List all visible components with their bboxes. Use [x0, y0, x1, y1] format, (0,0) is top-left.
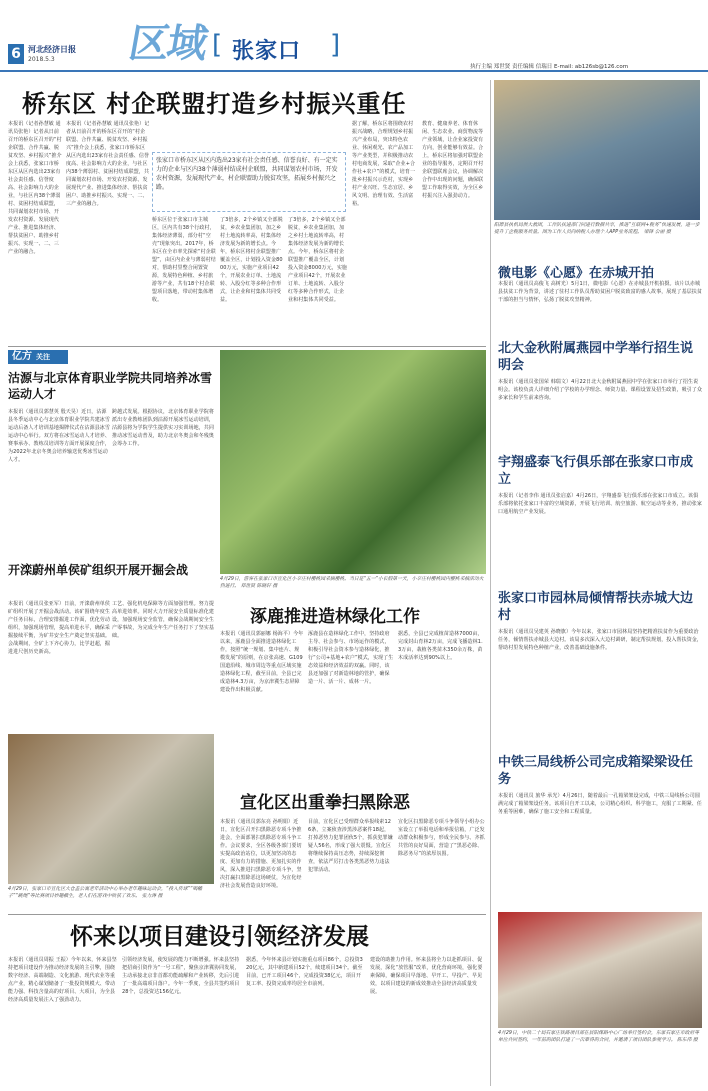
main-col-3: 了3倍多，2个乡镇又全部脱贫，乡农业集团加，加之乡村土地流转率高，村集体经济发展为新的增长点。今年，桥东区将村企联盟推广覆盖全区，计划投入资金8000万元，实施产业项目42个，开展农业订单、土地流转、入股分红等多种合作形式，让企业和村集体共同受益。 [220, 217, 283, 303]
article-body-6: 本报讯（通讯员高俊飞 高树光）5月1日，微电影《心愿》在赤城县开机拍摄。该片以赤城县扶贫工作为背景，讲述了驻村工作队员帮助贫困户脱贫致富的感人故事，展现了基层扶贫干部的担当与情怀，弘扬了脱贫攻坚精神。 [498, 281, 702, 303]
main-col-1b: 本报讯（记者孙慧敏 通讯员张艳）记者从日前召开的桥东区召开的“村企联盟、合作共赢、脱贫攻坚、乡村振兴”推介会上获悉，张家口市桥东区从区内选出23家有社会责任感、信誉度高、社会影响力大的企业，与社区内38个薄弱村、贫困村结成联盟，共同谋划农村市场、开发农村资源、发展现代产业、推进集体经济、帮扶贫困户、助推乡村振兴、实现一、二、三产业的融合。 [66, 121, 150, 207]
main-col-4: 据了解，桥东区将围绕农村振兴战略，合理规划乡村振兴产业布局，突出特色农业、休闲观光、农产品加工等产业类型，并积极推动农村电商发展，采取“企业+合作社+农户”的模式，培育一批乡村振兴示范村，实现乡村产业兴旺、生态宜居、乡风文明、治理有效、生活富裕。 [352, 121, 416, 207]
article-title-6: 微电影《心愿》在赤城开拍 [498, 266, 655, 281]
article-body-4b: 目前，宣化区已受理群众举报线索126条，立案侦查涉黑涉恶案件18起，打掉恶势力犯罪团伙5个，抓获犯罪嫌疑人56名，形成了强大震慑。宣化区将继续保持高压态势，持续深挖彻查，依法严厉打击各类黑恶势力违法犯罪活动。 [308, 819, 393, 873]
article-body-9: 本报讯（通讯员吴建英 孙晓旗）今年以来，张家口市园林局坚持把精准扶贫作为重要政治任务，倾情帮扶赤城县大边村。该局多次深入大边村调研，制定帮扶规划，投入帮扶资金，帮助村里发展特色种植产业，改善基础设施条件。 [498, 629, 702, 651]
main-col-2: 桥东区位于张家口市主城区，区内共有38个行政村，集体经济薄弱，部分村“空壳”现象突出。2017年，桥东区在全市率先探索“村企联盟”，由区内企业与薄弱村结对，帮助村里整合闲置资源，发展特色种植、乡村旅游等产业，共有18个村企联盟项目落地，带动村集体增收。 [152, 217, 216, 303]
article-body-1b: 跨越式发展。根据协议，北京体育职业学院将派出专业教练团队到沽源开展冰雪运动培训，沽源县将为学院学生提供实习实训场地，共同推动冰雪运动普及，助力北京冬奥会和冬残奥会筹办工作。 [112, 409, 214, 447]
page-number: 6 [8, 44, 24, 64]
article-body-1: 本报讯（通讯员郭慧英 殷天昊）近日，沽源县冬季运动中心与北京体育职业学院共建冰雪运动后备人才培训基地揭牌仪式在沽源县冰雪运动中心举行。双方将在冰雪运动人才培养、赛事承办、教练员培训等方面开展深度合作，为2022年北京冬奥会培养输送优秀冰雪运动人才。 [8, 409, 110, 463]
photo-caption-main: 4月29日，游客在张家口市宣化区小辛庄村樱桃园采摘樱桃。当日是“五一”小长假第一天，小辛庄村樱桃园内樱桃采摘活动火热进行。 郑世贤 陈晓轩 摄 [220, 577, 484, 589]
column-divider [490, 80, 491, 1086]
article-body-5: 本报讯（通讯员周振 王振）今年以来，怀来县坚持把项目建设作为推动经济发展的主引擎，围绕数字经济、高端制造、文化旅游、现代农业等重点产业，精心谋划储备了一批投资规模大、带动能力强、科技含量高的好项目、大项目，为全县经济高质量发展注入了强劲动力。 [8, 957, 117, 1003]
article-body-3b: 涿鹿县在造林绿化工作中，坚持政府主导、社会参与、市场运作的模式，积极引导社会资本参与造林绿化，推行“公司+基地+农户”模式，实现了生态效益和经济效益的双赢。同时，该县还加强了对新造林地的管护，确保造一片、活一片、成林一片。 [308, 631, 394, 685]
main-col-1: 本报讯（记者孙慧敏 通讯员张艳）记者从日前召开的桥东区召开的“村企联盟、合作共赢、脱贫攻坚、乡村振兴”推介会上获悉，张家口市桥东区从区内选出23家有社会责任感、信誉度高、社会影响力大的企业，与社区内38个薄弱村、贫困村结成联盟，共同谋划农村市场、开发农村资源、发展现代产业、推进集体经济、帮扶贫困户、助推乡村振兴、实现一、二、三产业的融合。 [8, 121, 62, 255]
article-body-2b: 工艺、强化机电保障等方面加强管理。努力提高单进效率。同时大力开展安全质量标准化建设，加强现场安全监管，确保会战期间安全生产零事故，为完成全年生产任务打下了坚实基础。 [112, 601, 214, 639]
article-body-10: 本报讯（通讯员 旅华 承光）4月26日，随着最后一孔箱梁架设完成，中铁三局线桥公司圆满完成了箱梁架设任务。该项目自开工以来，公司精心组织、科学施工，克服了工期紧、任务重等困难，确保了施工安全和工程质量。 [498, 793, 702, 815]
elderly-games-photo [8, 734, 214, 884]
article-title-1: 沽源与北京体育职业学院共同培养冰雪运动人才 [8, 371, 213, 401]
article-body-2: 本报讯（通讯员张亚军）日前，开滦蔚州单侯矿组织开展了开掘会战活动。该矿围绕年度生产任务目标，合理安排掘进工作面，优化劳动组织，加强现场管理，提高单进水平，确保采掘接续平衡，为矿井安全生产奠定坚实基础。会战期间，全矿上下齐心协力，比学赶超，掘进进尺创历史新高。 [8, 601, 110, 655]
article-body-3: 本报讯（通讯员郭丽娜 杨海平）今年以来，涿鹿县全面推进造林绿化工作，按照“统一规划、集中连片、规模发展”的原则，在京张高速、G109国道沿线、城市周边等重点区域实施造林绿化工程，截至目前，全县已完成造林4.3万亩，为京津冀生态屏障建设作出积极贡献。 [220, 631, 304, 693]
article-body-7: 本报讯（通讯员张国荣 韩瑞文）4月22日北大金秋附属燕园中学在张家口市举行了招生说明会。该校负责人详细介绍了学校的办学理念、师资力量、课程设置及招生政策，吸引了众多家长和学生前来咨询。 [498, 379, 702, 401]
header-rule [0, 70, 708, 72]
photo-caption-left-bottom: 4月29日，张家口市宣化区大仓盖公寓老年活动中心举办老年趣味运动会，“投入传球”“喝幡子”“跳绳”等比赛项目妙趣横生，老人们在游戏中收获了欢乐。 张力涛 摄 [8, 887, 203, 899]
bracket-left: [ [212, 30, 223, 60]
zone-name: 张家口 [232, 39, 302, 64]
main-headline: 桥东区 村企联盟打造乡村振兴重任 [22, 89, 407, 118]
focus-label: 亿方 [12, 351, 32, 362]
article-title-9: 张家口市园林局倾情帮扶赤城大边村 [498, 591, 694, 623]
article-body-3c: 据悉，全县已完成植苗造林7000亩，完成封山育林2万亩，完成飞播造林1.3万亩，栽植各类苗木350余万株，苗木成活率达到90%以上。 [398, 631, 483, 661]
article-body-4c: 宣化区扫黑除恶专项斗争领导小组办公室设立了举报电话和举报信箱，广泛发动群众积极参与，形成全民参与、齐抓共管的良好局面，营造了“黑恶必除、除恶务尽”的浓厚氛围。 [398, 819, 485, 857]
zone-art-title: 区域 [125, 20, 210, 67]
tax-office-photo [494, 80, 700, 220]
article-title-10: 中铁三局线桥公司完成箱梁梁设任务 [498, 755, 694, 787]
focus-section-label [8, 350, 68, 364]
main-col-3b: 了3倍多，2个乡镇又全部脱贫，乡农业集团加，加之乡村土地流转率高，村集体经济发展为新的增长点。今年，桥东区将村企联盟推广覆盖全区，计划投入资金8000万元，实施产业项目42个，开展农业订单、土地流转、入股分红等多种合作形式，让企业和村集体共同受益。 [288, 217, 348, 303]
page-header [0, 0, 708, 80]
lead-box: 张家口市桥东区从区内选出23家有社会责任感、信誉良好、有一定实力的企业与区内38个薄弱村结成村企联盟，共同谋划农村市场，开发农村资源，发展现代产业，村企联盟助力脱贫攻坚，拓展乡村振兴之路。 [152, 152, 346, 212]
focus-sub: 关注 [36, 353, 50, 361]
article-title-4: 宣化区出重拳扫黑除恶 [240, 793, 410, 813]
article-body-4: 本报讯（通讯员郭东亮 孙明娟）近日，宣化区召开扫黑除恶专项斗争推进会，全面部署扫黑除恶专项斗争工作。会议要求，全区各级各部门要切实提高政治站位，以更加坚决的态度、更加有力的措施、更加扎实的作风，深入推进扫黑除恶专项斗争，坚决打赢扫黑除恶这场硬仗，为宣化经济社会发展营造良好环境。 [220, 819, 302, 889]
article-body-5d: 建设的助推力作用。怀来县将全力以赴抓项目、促发展，深化“放管服”改革，优化营商环境，强化要素保障，确保项目早落地、早开工、早投产、早见效，以项目建设的新成效推动全县经济高质量发展。 [370, 957, 483, 995]
article-body-5b: 引领经济发展，使发展的能力不断增强。怀来县坚持把招商引资作为“一号工程”，聚焦京津冀协同发展，主动承接北京非首都功能疏解和产业转移，先后引进了一批高端项目落户。今年一季度，全县共签约项目28个，总投资达156亿元。 [122, 957, 240, 995]
article-title-8: 宇翔盛泰飞行俱乐部在张家口市成立 [498, 455, 694, 487]
divider-bottom [8, 914, 486, 915]
cherry-orchard-photo [220, 350, 486, 574]
divider [8, 346, 486, 347]
main-col-5: 教育、健康养老、体育休闲、生态农业、商贸物流等产业领域，让企业家投资有方向，创业能够有效益。合上，桥东区将加强对联盟企业的指导服务，定期召开村企联盟联席会议，协调解决合作中出现的问题，确保联盟工作取得实效，为全区乡村振兴注入强劲动力。 [422, 121, 484, 199]
signing-ceremony-photo [498, 912, 702, 1028]
issue-date: 2018.5.3 [28, 56, 55, 63]
article-title-5: 怀来以项目建设引领经济发展 [70, 923, 369, 950]
article-body-8: 本报讯（记者李伟 通讯员张启嘉）4月26日，宇翔盛泰飞行俱乐部在张家口市成立。该俱乐部将依托张家口丰富的空域资源，开展飞行培训、航空旅游、航空运动等业务，推动张家口通用航空产业发展。 [498, 493, 702, 515]
editors-line: 执行主编 郑世贤 责任编辑 信瑞日 E-mail: ab126sb@126.com [470, 64, 629, 70]
article-title-7: 北大金秋附属燕园中学举行招生说明会 [498, 341, 694, 373]
bracket-right: ] [330, 30, 341, 60]
article-title-3: 涿鹿推进造林绿化工作 [250, 607, 420, 627]
photo-caption-right-bottom: 4月29日，中铁二十局石家庄铁路项目部在县阳煤路中心广场举行签约会，东家石家庄市政府等单位共同签约，一年前的团队打进了一次难得的合同，并邀请了项目团队参观学习。 陈东伟 摄 [498, 1031, 700, 1043]
photo-caption-right-top: 阳原县执机局供大救团，工作队扶进部门问进行数据共享，推进“互联网+税务”快速发展，进一步提升了企税服务质量。图为工作人员向纳税人办理个人APP业务流程。 梁锋 公丽 摄 [494, 223, 700, 235]
article-title-2: 开滦蔚州单侯矿组织开展开掘会战 [8, 563, 189, 577]
paper-name: 河北经济日报 [28, 45, 76, 54]
article-body-5c: 据悉，今年怀来县计划实施重点项目86个，总投资320亿元，其中新建项目52个，续建项目34个。截至目前，已开工项目46个，完成投资38亿元，项目开复工率、投资完成率均居全市前列。 [246, 957, 363, 987]
